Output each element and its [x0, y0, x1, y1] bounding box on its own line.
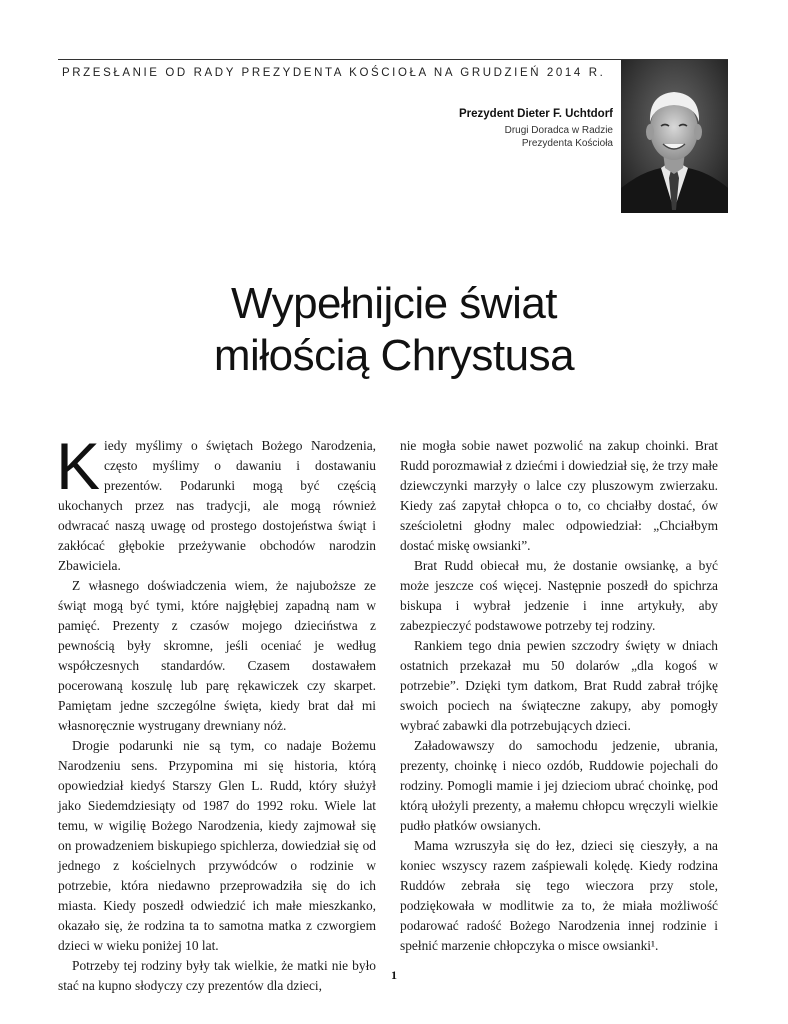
paragraph: Brat Rudd obiecał mu, że dostanie owsiankę, a być może jeszcze coś więcej. Następnie poszedł do spichrza biskupa i wybrał jedzenie i inne artykuły, aby zabezpieczyć podstawowe potrzeby tej rodziny. — [400, 558, 718, 633]
author-block — [459, 108, 613, 150]
article-title — [0, 278, 788, 382]
paragraph: Załadowawszy do samochodu jedzenie, ubrania, prezenty, choinkę i nieco ozdób, Ruddowie pojechali do rodziny. Pomogli mamie i jej dzieciom ubrać choinkę, pod którą ułożyli prezenty, a małemu chłopcu wręczyli wielkie pudło płatków owsianych. — [400, 738, 718, 833]
paragraph: Z własnego doświadczenia wiem, że najuboższe ze świąt mogą być tymi, które najgłębiej zapadną nam w pamięć. Prezenty z czasów mojego dzieciństwa z pewnością były skromne, jeśli oceniać je według współczesnych standardów. Czasem dostawałem pocerowaną koszulę lub parę rękawiczek czy skarpet. Pamiętam jedne szczególne święta, kiedy brat dał mi własnoręcznie wystrugany drewniany nóż. — [58, 578, 376, 733]
paragraph — [56, 429, 376, 576]
drop-cap: K — [56, 429, 101, 503]
paragraph: Rankiem tego dnia pewien szczodry święty w dniach ostatnich przekazał mu 50 dolarów „dla kogoś w potrzebie”. Dzięki tym datkom, Brat Rudd zabrał trójkę swoich pociech na świąteczne zakupy, aby pomogły wybrać zabawki dla potrzebujących dzieci. — [400, 638, 718, 733]
paragraph: Mama wzruszyła się do łez, dzieci się cieszyły, a na koniec wszyscy razem zaśpiewali kolędę. Kiedy rodzina Ruddów zebrała się tego wieczora przy stole, podziękowała w modlitwie za to, że miała możliwość podarować radość Bożego Narodzenia innej rodzinie i spełnić marzenie chłopczyka o misce owsianki¹. — [400, 838, 718, 953]
kicker: PRZESŁANIE OD RADY PREZYDENTA KOŚCIOŁA NA GRUDZIEŃ 2014 R. — [62, 67, 606, 79]
article-left-column — [56, 429, 376, 996]
paragraph: Drogie podarunki nie są tym, co nadaje Bożemu Narodzeniu sens. Przypomina mi się historia, którą opowiedział kiedyś Starszy Glen L. Rudd, który służył jako Siedemdziesiąty od 1987 do 1992 roku. Wiele lat temu, w wigilię Bożego Narodzenia, kiedy zajmował się on prowadzeniem biskupiego spichlerza, dowiedział się od jednego z kościelnych przywódców o rodzinie w potrzebie, która niedawno przeprowadziła się do ich miasta. Kiedy poszedł odwiedzić ich małe mieszkanko, okazało się, że rodzina ta to samotna matka z czworgiem dzieci w wieku poniżej 10 lat. — [58, 738, 376, 953]
paragraph: Potrzeby tej rodziny były tak wielkie, że matki nie było stać na kupno słodyczy czy prezentów dla dzieci, — [58, 958, 376, 993]
author-portrait — [621, 60, 728, 213]
page-number: 1 — [391, 968, 397, 982]
author-name: Prezydent Dieter F. Uchtdorf — [459, 108, 613, 120]
author-role-line1: Drugi Doradca w Radzie — [504, 125, 613, 136]
article-right-column — [400, 436, 718, 956]
title-line1: Wypełnijcie świat — [230, 279, 558, 328]
title-line2: miłością Chrystusa — [213, 331, 575, 380]
portrait-illustration — [621, 60, 728, 213]
paragraph: nie mogła sobie nawet pozwolić na zakup choinki. Brat Rudd porozmawiał z dziećmi i dowiedział się, że trzy małe dziewczynki marzyły o lalce czy pluszowym zwierzaku. Kiedy zaś zapytał chłopca o to, co chciałby dostać, ów sześcioletni głodny malec odpowiedział: „Chciałbym dostać miskę owsianki”. — [400, 438, 718, 553]
paragraph-text: iedy myślimy o świętach Bożego Narodzenia, często myślimy o dawaniu i dostawaniu prezentów. Podarunki mogą być częścią ukochanych przez nas tradycji, ale mogą również odwracać naszą uwagę od prostego dostojeństwa świąt i zakłócać głębokie przeżywanie obchodów narodzin Zbawiciela. — [58, 438, 376, 573]
author-role-line2: Prezydenta Kościoła — [521, 138, 613, 149]
